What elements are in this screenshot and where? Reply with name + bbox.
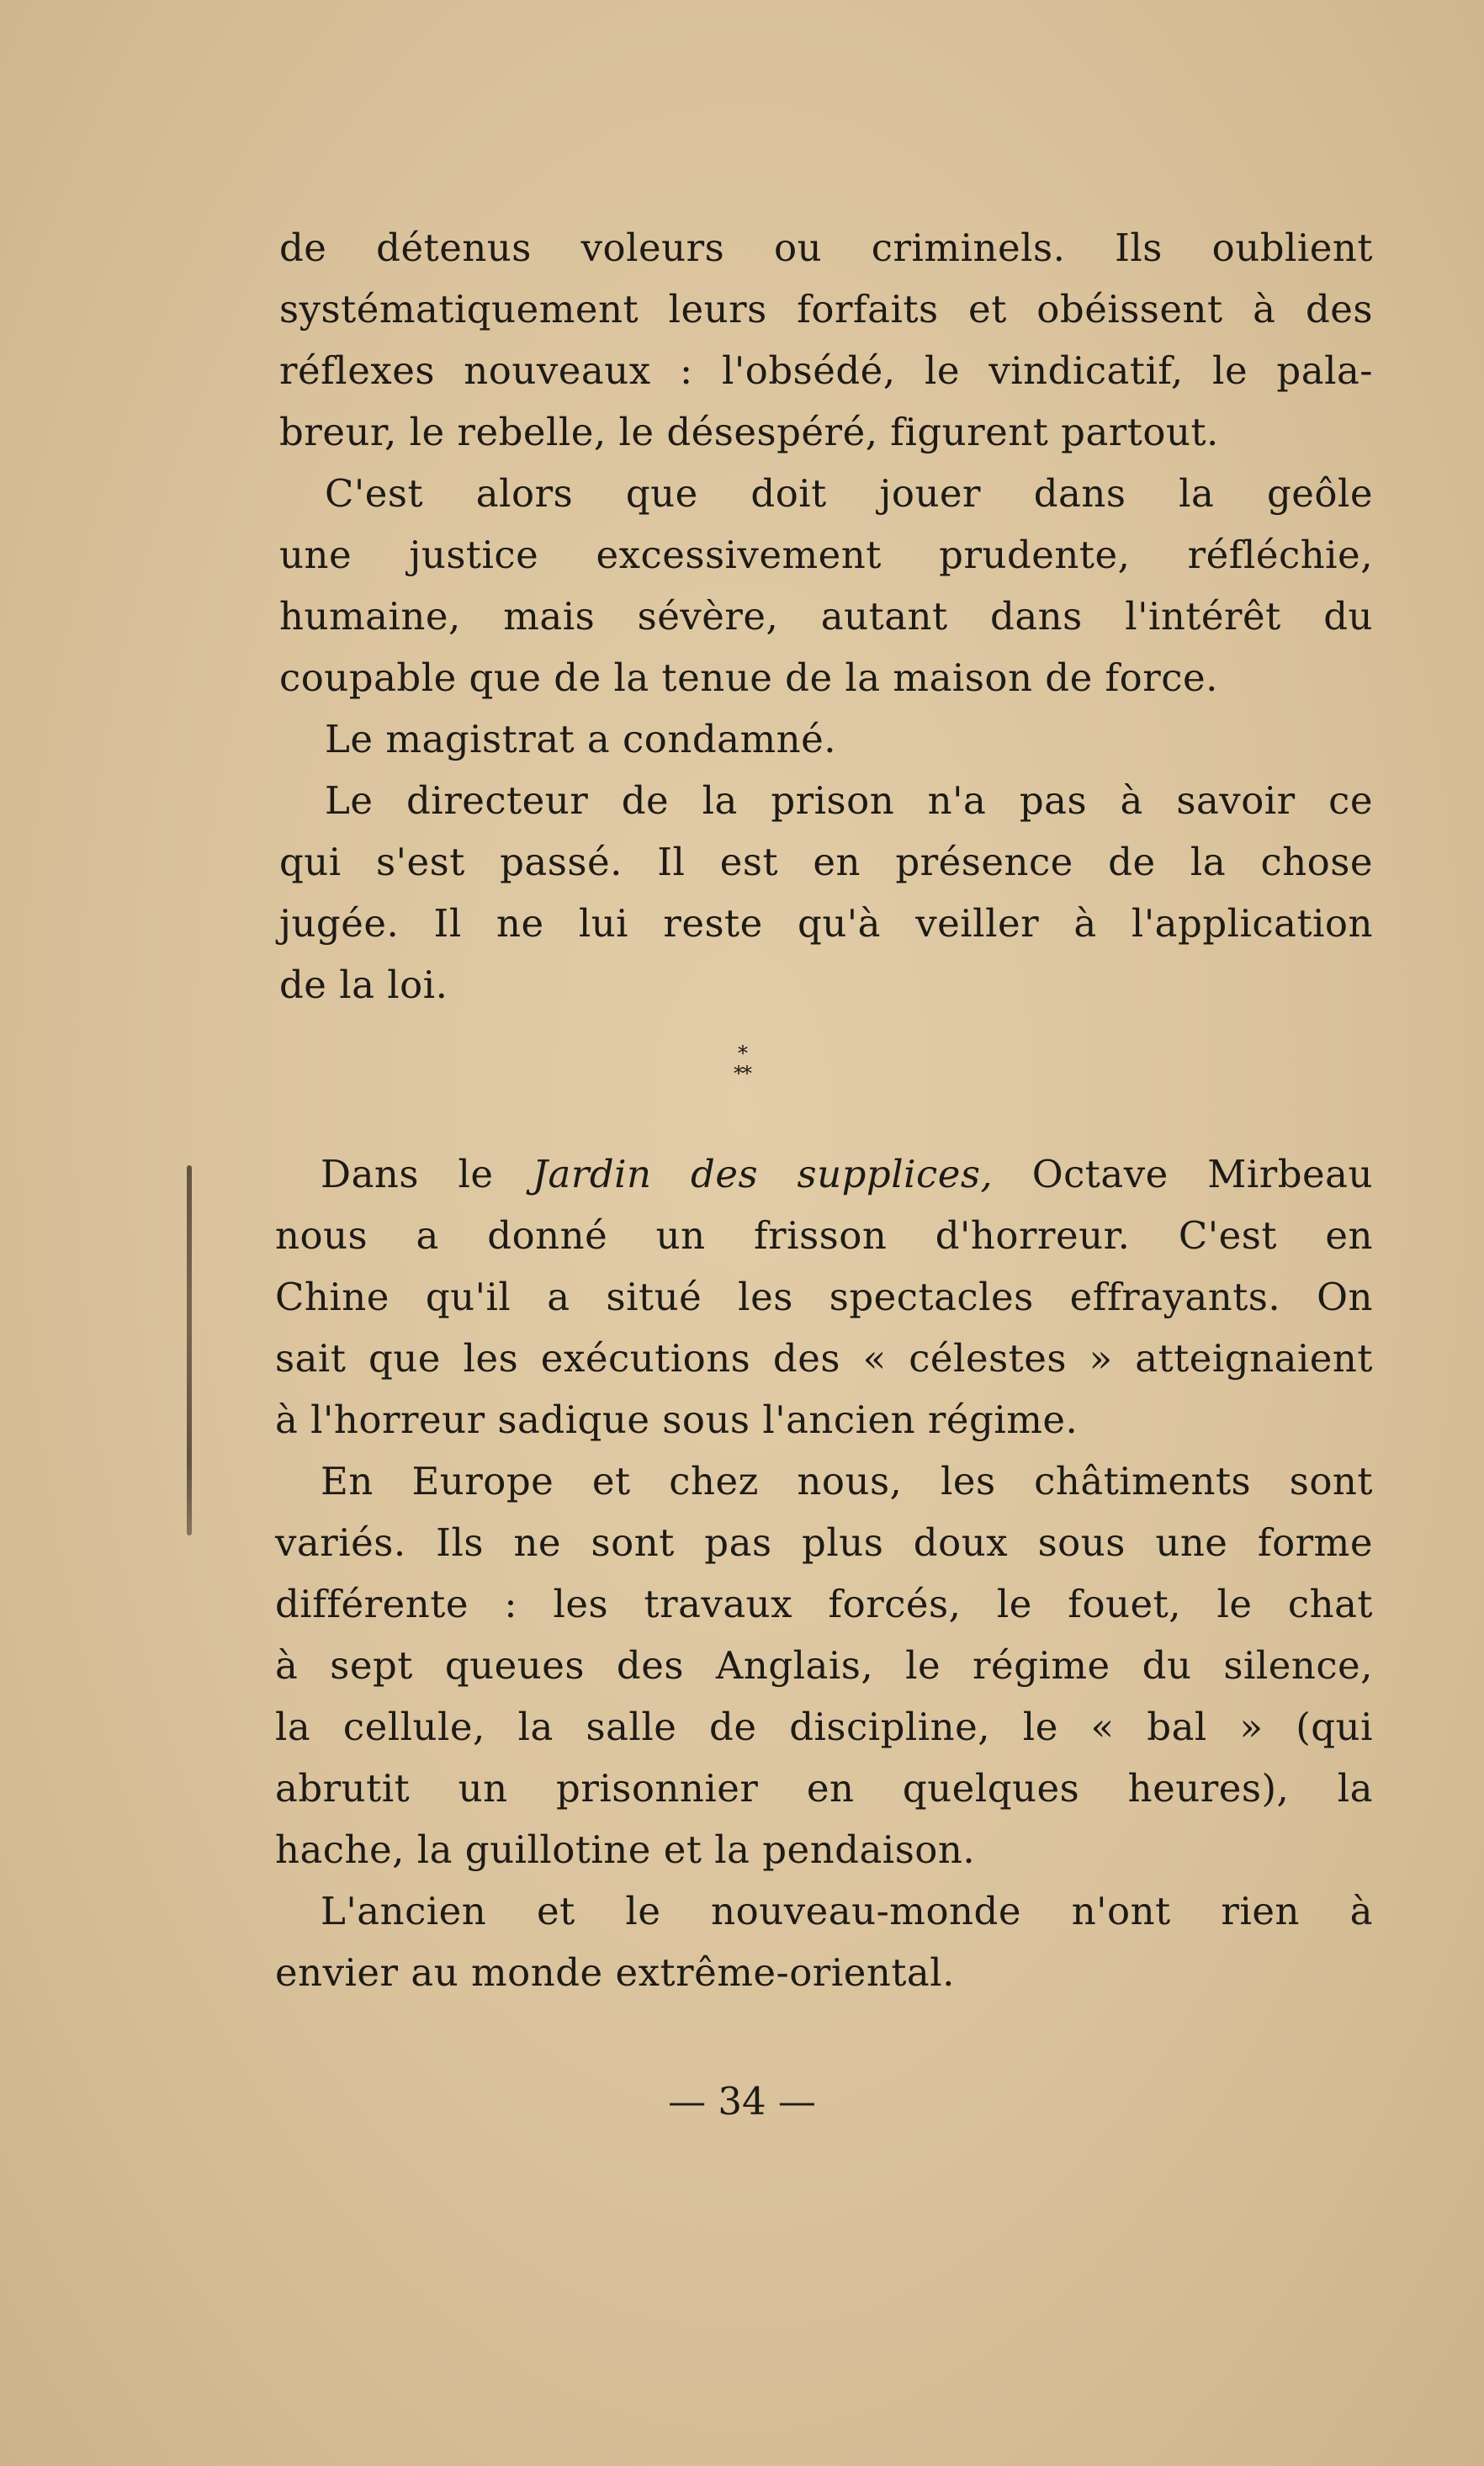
text-line: C'est alors que doit jouer dans la geôle bbox=[325, 471, 1373, 516]
text-line: de détenus voleurs ou criminels. Ils oublient bbox=[279, 225, 1373, 270]
text-line: abrutit un prisonnier en quelques heures), la bbox=[275, 1766, 1373, 1811]
text-line bbox=[275, 1143, 1373, 1205]
text-span: Octave Mirbeau bbox=[993, 1152, 1373, 1196]
text-line: sait que les exécutions des « célestes » atteignaient bbox=[275, 1336, 1373, 1381]
text-line: En Europe et chez nous, les châtiments sont bbox=[321, 1459, 1373, 1503]
text-line: envier au monde extrême-oriental. bbox=[275, 1950, 955, 1995]
asterism-bottom: ** bbox=[734, 1062, 750, 1085]
section-break-asterism bbox=[0, 1043, 1484, 1084]
text-line: une justice excessivement prudente, réfléchie, bbox=[279, 533, 1373, 577]
text-line: Le directeur de la prison n'a pas à savoir ce bbox=[325, 778, 1373, 823]
text-line: réflexes nouveaux : l'obsédé, le vindicatif, le pala- bbox=[279, 348, 1373, 393]
text-line: humaine, mais sévère, autant dans l'intérêt du bbox=[279, 594, 1373, 639]
text-line: variés. Ils ne sont pas plus doux sous une forme bbox=[275, 1520, 1373, 1565]
text-line: Chine qu'il a situé les spectacles effrayants. On bbox=[275, 1275, 1373, 1319]
book-title: Jardin des supplices, bbox=[532, 1152, 994, 1196]
text-line: qui s'est passé. Il est en présence de la chose bbox=[279, 840, 1373, 884]
asterism-top: * bbox=[738, 1042, 746, 1065]
text-line: nous a donné un frisson d'horreur. C'est en bbox=[275, 1213, 1373, 1258]
text-line: systématiquement leurs forfaits et obéissent à des bbox=[279, 287, 1373, 331]
paragraph-two bbox=[275, 1143, 1373, 2003]
text-line: de la loi. bbox=[279, 963, 448, 1007]
text-line: à l'horreur sadique sous l'ancien régime. bbox=[275, 1397, 1079, 1442]
text-line: à sept queues des Anglais, le régime du silence, bbox=[275, 1643, 1373, 1688]
text-line: L'ancien et le nouveau-monde n'ont rien à bbox=[321, 1889, 1373, 1933]
margin-pencil-mark bbox=[187, 1165, 192, 1535]
text-line: Le magistrat a condamné. bbox=[325, 717, 837, 761]
text-line: coupable que de la tenue de la maison de force. bbox=[279, 655, 1218, 700]
text-line: hache, la guillotine et la pendaison. bbox=[275, 1827, 976, 1872]
text-span: Dans le bbox=[321, 1152, 533, 1196]
text-line: la cellule, la salle de discipline, le « bal » (qui bbox=[275, 1705, 1373, 1749]
paragraph-one bbox=[279, 217, 1373, 1016]
text-line: breur, le rebelle, le désespéré, figurent partout. bbox=[279, 410, 1219, 454]
page-number: — 34 — bbox=[668, 2079, 816, 2124]
text-line: différente : les travaux forcés, le fouet, le chat bbox=[275, 1582, 1373, 1626]
text-line: jugée. Il ne lui reste qu'à veiller à l'application bbox=[279, 901, 1373, 946]
